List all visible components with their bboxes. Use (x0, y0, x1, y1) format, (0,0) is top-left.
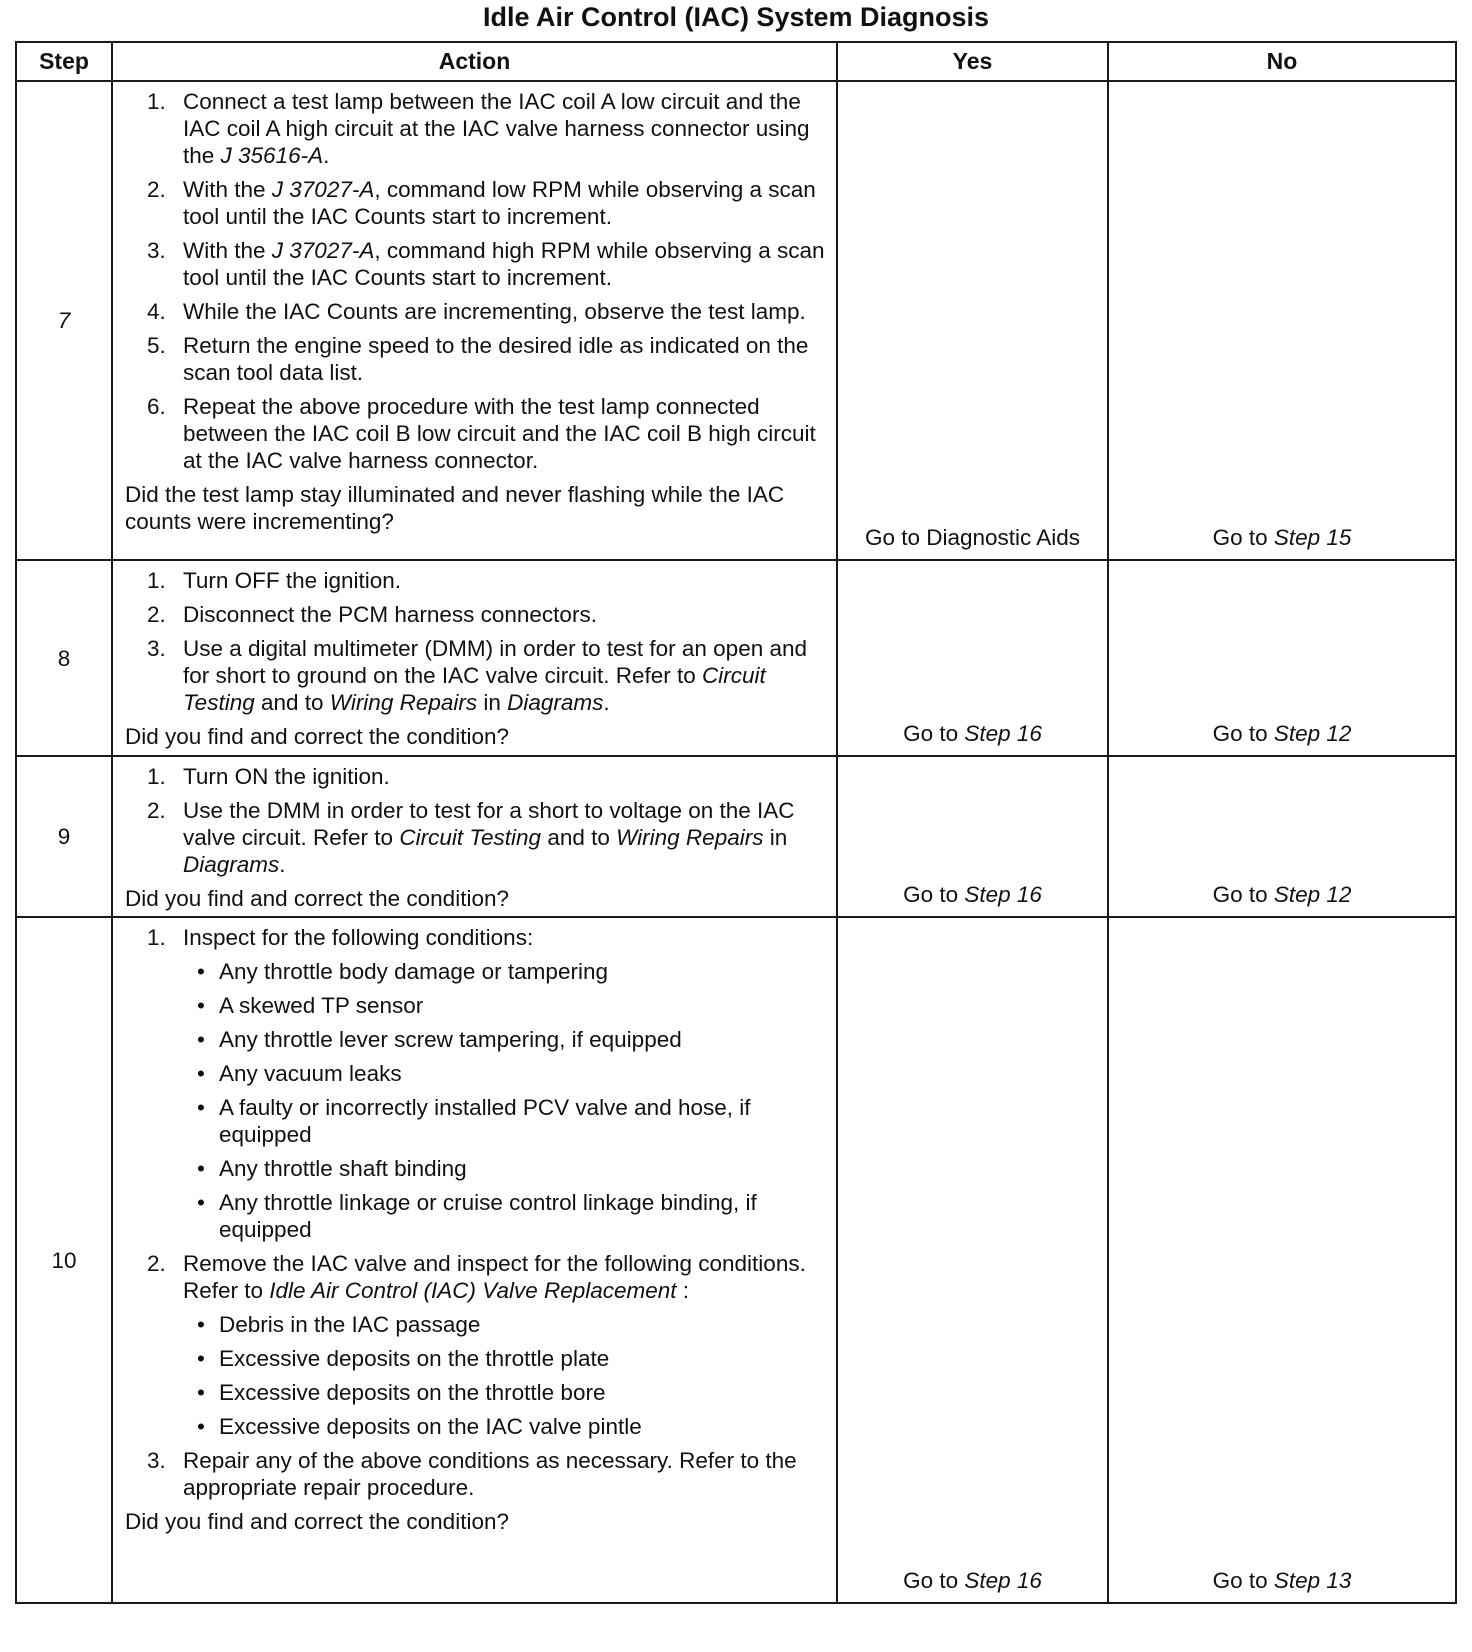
bullet-item: • Any throttle linkage or cruise control linkage binding, if equipped (183, 1189, 826, 1243)
question-text: Did you find and correct the condition? (125, 724, 509, 749)
table-row (16, 560, 1456, 756)
no-result: Go to Step 12 (1108, 756, 1456, 917)
bullet-item: • Excessive deposits on the throttle bore (183, 1379, 826, 1406)
page-title: Idle Air Control (IAC) System Diagnosis (482, 2, 990, 32)
list-item: 2. With the J 37027-A, command low RPM while observing a scan tool until the IAC Counts start to increment. (147, 177, 816, 229)
bullet-item: • Any vacuum leaks (183, 1060, 826, 1087)
table-row (16, 756, 1456, 917)
bullet-item: • Any throttle lever screw tampering, if equipped (183, 1026, 826, 1053)
header-step: Step (16, 42, 112, 81)
bullet-item: • Any throttle body damage or tampering (183, 958, 826, 985)
list-item: 1. Turn OFF the ignition. (147, 568, 402, 593)
bullet-item: • A skewed TP sensor (183, 992, 826, 1019)
list-item: 5. Return the engine speed to the desired idle as indicated on the scan tool data list. (147, 333, 809, 385)
yes-result: Go to Diagnostic Aids (837, 81, 1108, 560)
yes-result: Go to Step 16 (837, 756, 1108, 917)
yes-result: Go to Step 16 (837, 560, 1108, 756)
list-item: 3. Repair any of the above conditions as necessary. Refer to the appropriate repair procedure. (147, 1448, 797, 1500)
list-item: 3. Use a digital multimeter (DMM) in order to test for an open and for short to ground on the IAC valve circuit. Refer to Circuit Testing and to Wiring Repairs in Diagrams. (147, 636, 808, 715)
bullet-item: • A faulty or incorrectly installed PCV valve and hose, if equipped (183, 1094, 826, 1148)
action-cell (112, 917, 837, 1603)
list-item: 1. Turn ON the ignition. (147, 764, 390, 789)
question-text: Did you find and correct the condition? (125, 1509, 509, 1534)
action-cell (112, 756, 837, 917)
no-result: Go to Step 15 (1108, 81, 1456, 560)
table-row (16, 81, 1456, 560)
bullet-item: • Excessive deposits on the throttle plate (183, 1345, 826, 1372)
step-number: 8 (16, 560, 112, 756)
question-text: Did you find and correct the condition? (125, 886, 509, 911)
step-number: 10 (16, 917, 112, 1603)
list-item: 4. While the IAC Counts are incrementing, observe the test lamp. (147, 299, 806, 324)
question-text: Did the test lamp stay illuminated and never flashing while the IAC counts were incrementing? (125, 482, 785, 534)
header-yes: Yes (837, 42, 1108, 81)
no-result: Go to Step 12 (1108, 560, 1456, 756)
bullet-item: • Any throttle shaft binding (183, 1155, 826, 1182)
header-no: No (1108, 42, 1456, 81)
header-action: Action (112, 42, 837, 81)
list-item: 2. Remove the IAC valve and inspect for the following conditions. Refer to Idle Air Control (IAC) Valve Replacement : • Debris in the IAC passage • Excessive deposits on the throttle plate • Excessive deposits on the throttle bore • Excessive deposits on the IAC valve pintle (125, 1250, 826, 1440)
step-number: 9 (16, 756, 112, 917)
list-item: 6. Repeat the above procedure with the test lamp connected between the IAC coil B low circuit and the IAC coil B high circuit at the IAC valve harness connector. (147, 394, 816, 473)
list-item: 1. Connect a test lamp between the IAC coil A low circuit and the IAC coil A high circuit at the IAC valve harness connector using the J 35616-A. (147, 89, 810, 168)
diagnosis-table (15, 41, 1457, 1604)
table-row (16, 917, 1456, 1603)
bullet-item: • Excessive deposits on the IAC valve pintle (183, 1413, 826, 1440)
step-number: 7 (16, 81, 112, 560)
list-item: 2. Disconnect the PCM harness connectors. (147, 602, 597, 627)
list-item: 3. With the J 37027-A, command high RPM while observing a scan tool until the IAC Counts start to increment. (147, 238, 825, 290)
header-row (16, 42, 1456, 81)
list-item: 2. Use the DMM in order to test for a short to voltage on the IAC valve circuit. Refer to Circuit Testing and to Wiring Repairs in Diagrams. (147, 798, 795, 877)
yes-result: Go to Step 16 (837, 917, 1108, 1603)
list-item: 1. Inspect for the following conditions: • Any throttle body damage or tampering • A skewed TP sensor • Any throttle lever screw tampering, if equipped • Any vacuum leaks • A faulty or incorrectly installed PCV valve and hose, if equipped • Any throttle shaft binding • Any throttle linkage or cruise control linkage binding, if equipped (125, 924, 826, 1243)
action-cell (112, 81, 837, 560)
bullet-item: • Debris in the IAC passage (183, 1311, 826, 1338)
action-cell (112, 560, 837, 756)
no-result: Go to Step 13 (1108, 917, 1456, 1603)
